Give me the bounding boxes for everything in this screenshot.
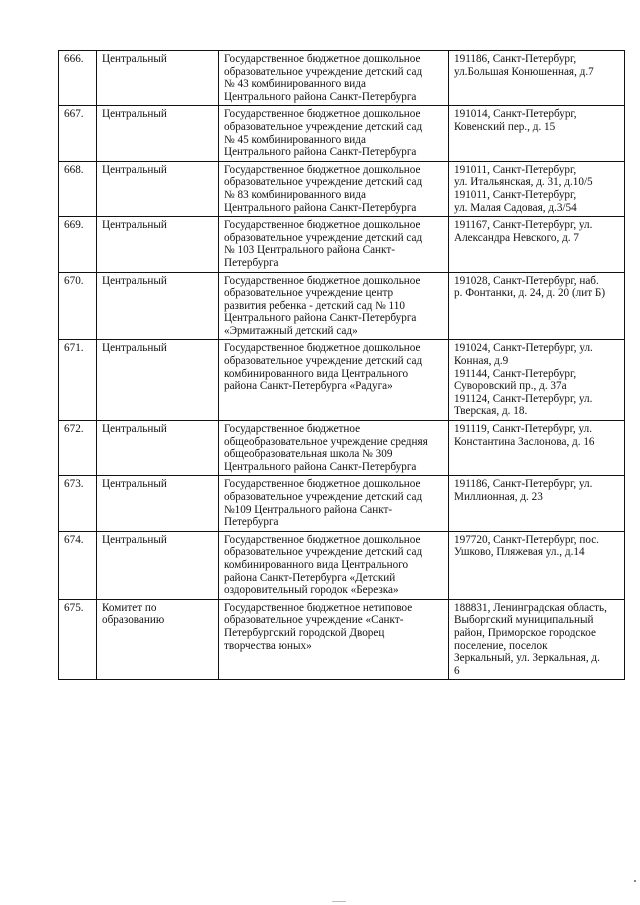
organization-cell: Государственное бюджетное общеобразовательное учреждение средняя общеобразовательная школа № 309 Центрального района Санкт-Петербурга — [219, 421, 449, 476]
row-number: 669. — [59, 217, 97, 272]
district-cell: Центральный — [97, 51, 219, 106]
address-cell: 191011, Санкт-Петербург, ул. Итальянская, д. 31, д.10/5 191011, Санкт-Петербург, ул. Малая Садовая, д.3/54 — [449, 161, 625, 216]
row-number: 666. — [59, 51, 97, 106]
table-row — [59, 161, 625, 216]
address-cell: 188831, Ленинградская область, Выборгский муниципальный район, Приморское городское поселение, поселок Зеркальный, ул. Зеркальная, д. 6 — [449, 599, 625, 680]
row-number: 674. — [59, 531, 97, 599]
table-row — [59, 51, 625, 106]
row-number: 668. — [59, 161, 97, 216]
organization-cell: Государственное бюджетное дошкольное образовательное учреждение детский сад комбинированного вида Центрального района Санкт-Петербурга «Радуга» — [219, 340, 449, 421]
address-cell: 191167, Санкт-Петербург, ул. Александра Невского, д. 7 — [449, 217, 625, 272]
row-number: 672. — [59, 421, 97, 476]
institution-registry-table — [58, 50, 625, 680]
organization-cell: Государственное бюджетное дошкольное образовательное учреждение детский сад № 43 комбинированного вида Центрального района Санкт-Петербурга — [219, 51, 449, 106]
organization-cell: Государственное бюджетное дошкольное образовательное учреждение детский сад № 103 Центрального района Санкт- Петербурга — [219, 217, 449, 272]
address-cell: 191024, Санкт-Петербург, ул. Конная, д.9 191144, Санкт-Петербург, Суворовский пр., д. 37а 191124, Санкт-Петербург, ул. Тверская, д. 18. — [449, 340, 625, 421]
table-row — [59, 340, 625, 421]
address-cell: 191186, Санкт-Петербург, ул. Миллионная, д. 23 — [449, 476, 625, 531]
table-row — [59, 217, 625, 272]
district-cell: Комитет по образованию — [97, 599, 219, 680]
table-row — [59, 531, 625, 599]
organization-cell: Государственное бюджетное дошкольное образовательное учреждение детский сад комбинированного вида Центрального района Санкт-Петербурга «Детский оздоровительный городок «Березка» — [219, 531, 449, 599]
row-number: 667. — [59, 106, 97, 161]
district-cell: Центральный — [97, 421, 219, 476]
organization-cell: Государственное бюджетное дошкольное образовательное учреждение детский сад № 83 комбинированного вида Центрального района Санкт-Петербурга — [219, 161, 449, 216]
organization-cell: Государственное бюджетное нетиповое образовательное учреждение «Санкт- Петербургский городской Дворец творчества юных» — [219, 599, 449, 680]
table-row — [59, 599, 625, 680]
row-number: 671. — [59, 340, 97, 421]
organization-cell: Государственное бюджетное дошкольное образовательное учреждение центр развития ребенка - детский сад № 110 Центрального района Санкт-Петербурга «Эрмитажный детский сад» — [219, 272, 449, 340]
table-row — [59, 476, 625, 531]
address-cell: 191028, Санкт-Петербург, наб. р. Фонтанки, д. 24, д. 20 (лит Б) — [449, 272, 625, 340]
table-row — [59, 106, 625, 161]
table-row — [59, 272, 625, 340]
row-number: 670. — [59, 272, 97, 340]
table-row — [59, 421, 625, 476]
organization-cell: Государственное бюджетное дошкольное образовательное учреждение детский сад № 45 комбинированного вида Центрального района Санкт-Петербурга — [219, 106, 449, 161]
address-cell: 191119, Санкт-Петербург, ул. Константина Заслонова, д. 16 — [449, 421, 625, 476]
district-cell: Центральный — [97, 476, 219, 531]
district-cell: Центральный — [97, 217, 219, 272]
district-cell: Центральный — [97, 106, 219, 161]
district-cell: Центральный — [97, 161, 219, 216]
district-cell: Центральный — [97, 340, 219, 421]
scan-speck — [332, 901, 346, 902]
district-cell: Центральный — [97, 272, 219, 340]
organization-cell: Государственное бюджетное дошкольное образовательное учреждение детский сад №109 Центрального района Санкт- Петербурга — [219, 476, 449, 531]
row-number: 675. — [59, 599, 97, 680]
scan-speck — [634, 880, 636, 882]
address-cell: 191186, Санкт-Петербург, ул.Большая Конюшенная, д.7 — [449, 51, 625, 106]
address-cell: 197720, Санкт-Петербург, пос. Ушково, Пляжевая ул., д.14 — [449, 531, 625, 599]
district-cell: Центральный — [97, 531, 219, 599]
row-number: 673. — [59, 476, 97, 531]
address-cell: 191014, Санкт-Петербург, Ковенский пер., д. 15 — [449, 106, 625, 161]
